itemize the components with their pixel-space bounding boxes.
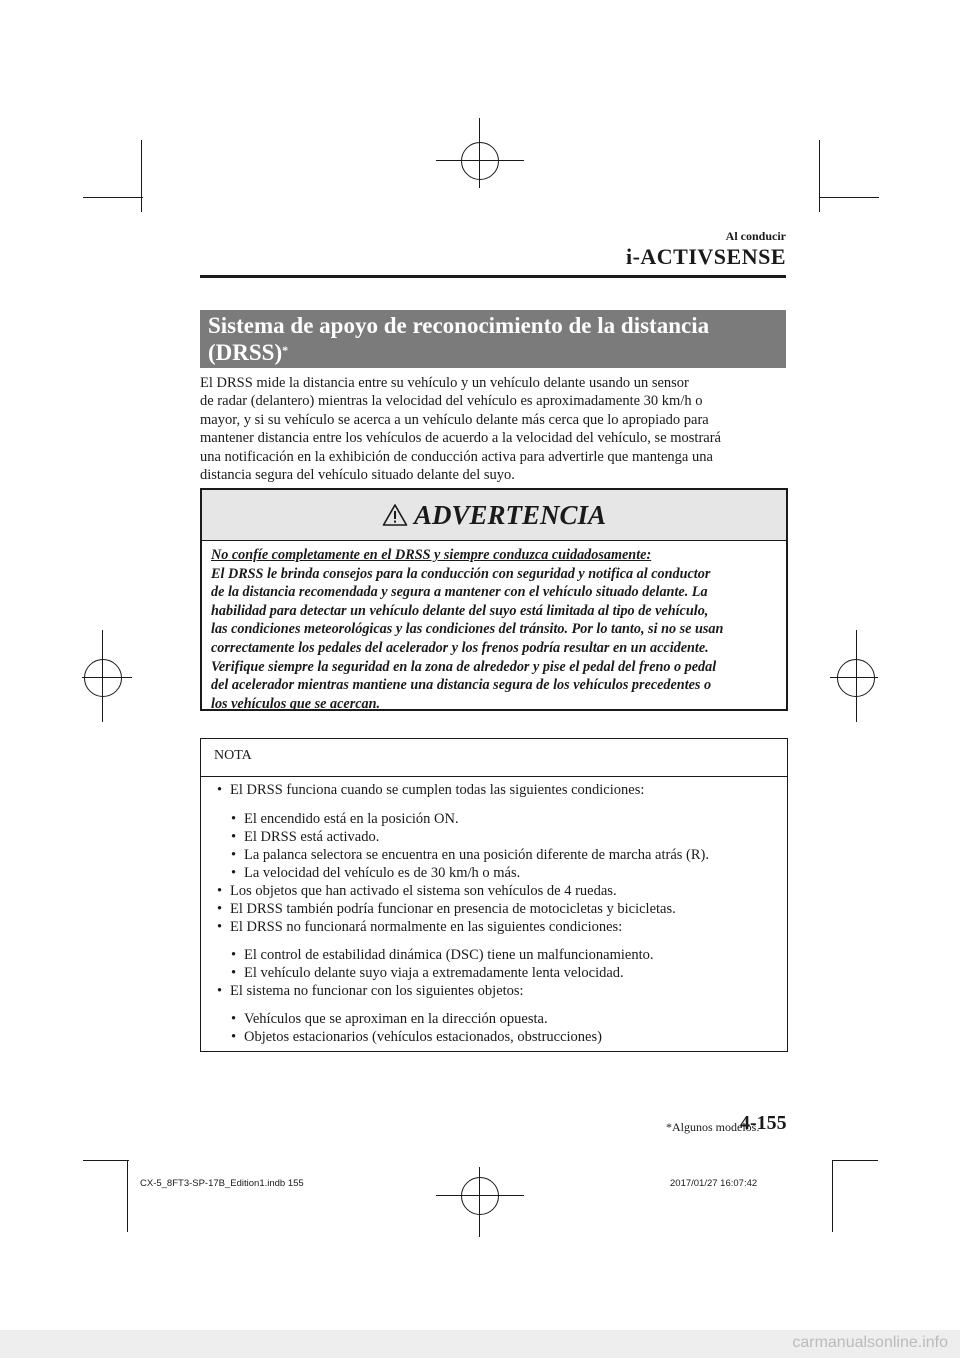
note-box xyxy=(200,738,788,1052)
note-subitem: • El DRSS está activado. xyxy=(244,828,379,846)
note-item: • Los objetos que han activado el sistema son vehículos de 4 ruedas. xyxy=(230,882,617,900)
note-subitem: • El control de estabilidad dinámica (DSC) tiene un malfuncionamiento. xyxy=(244,946,654,964)
note-subitem: • Vehículos que se aproximan en la dirección opuesta. xyxy=(244,1010,548,1028)
warning-line: del acelerador mientras mantiene una distancia segura de los vehículos precedentes o xyxy=(211,677,712,694)
watermark-bar xyxy=(0,1330,960,1358)
note-item: • El DRSS no funcionará normalmente en las siguientes condiciones: xyxy=(230,918,622,936)
section-label: Al conducir xyxy=(725,229,786,243)
note-subitem: • La velocidad del vehículo es de 30 km/h o más. xyxy=(244,864,520,882)
warning-title: ADVERTENCIA xyxy=(413,499,607,530)
intro-line: distancia segura del vehículo situado delante del suyo. xyxy=(200,467,515,484)
note-subitem: • Objetos estacionarios (vehículos estacionados, obstrucciones) xyxy=(244,1028,602,1046)
note-item: • El DRSS funciona cuando se cumplen todas las siguientes condiciones: xyxy=(230,781,644,799)
header-rule xyxy=(200,275,786,278)
warning-line: Verifique siempre la seguridad en la zona de alrededor y pise el pedal del freno o pedal xyxy=(211,658,717,675)
note-item: • El DRSS también podría funcionar en presencia de motocicletas y bicicletas. xyxy=(230,900,676,918)
optional-feature-asterisk: * xyxy=(282,343,289,357)
warning-line: los vehículos que se acercan. xyxy=(211,695,381,712)
intro-paragraph xyxy=(200,374,786,484)
intro-line: una notificación en la exhibición de conducción activa para advertirle que mantenga una xyxy=(200,448,713,465)
warning-line: correctamente los pedales del acelerador y los frenos podría resultar en un accidente. xyxy=(211,639,709,656)
warning-line: habilidad para detectar un vehículo delante del suyo está limitada al tipo de vehículo, xyxy=(211,602,709,619)
intro-line: mayor, y si su vehículo se acerca a un vehículo delante más cerca que lo apropiado para xyxy=(200,411,709,428)
intro-line: de radar (delantero) mientras la velocidad del vehículo es aproximadamente 30 km/h o xyxy=(200,393,703,410)
note-subitem: • El vehículo delante suyo viaja a extremadamente lenta velocidad. xyxy=(244,964,624,982)
note-subitem: • El encendido está en la posición ON. xyxy=(244,810,459,828)
intro-line: El DRSS mide la distancia entre su vehículo y un vehículo delante usando un sensor xyxy=(200,375,689,391)
warning-lead: No confíe completamente en el DRSS y siempre conduzca cuidadosamente: xyxy=(211,547,652,563)
print-timestamp: 2017/01/27 16:07:42 xyxy=(670,1178,758,1189)
warning-line: de la distancia recomendada y segura a mantener con el vehículo situado delante. La xyxy=(211,584,708,601)
print-file-name: CX-5_8FT3-SP-17B_Edition1.indb 155 xyxy=(140,1178,304,1189)
section-title-line-2 xyxy=(208,339,778,366)
chapter-title: i-ACTIVSENSE xyxy=(625,244,786,269)
warning-line: El DRSS le brinda consejos para la conducción con seguridad y notifica al conductor xyxy=(211,565,711,582)
warning-line: las condiciones meteorológicas y las condiciones del tránsito. Por lo tanto, si no se usan xyxy=(211,621,724,638)
warning-triangle-icon xyxy=(382,503,408,527)
intro-line: mantener distancia entre los vehículos de acuerdo a la velocidad del vehículo, se mostrará xyxy=(200,430,721,447)
footnote-some-models: *Algunos modelos. xyxy=(666,1120,760,1134)
watermark-text: carmanualsonline.info xyxy=(792,1334,948,1351)
note-title: NOTA xyxy=(201,739,787,777)
warning-header xyxy=(202,490,786,541)
section-title-acronym: (DRSS) xyxy=(208,340,283,365)
note-item: • El sistema no funcionar con los siguientes objetos: xyxy=(230,982,524,1000)
section-title xyxy=(200,310,786,368)
page-number: 4-155 xyxy=(740,1112,787,1134)
warning-text xyxy=(202,541,786,713)
section-title-line-1: Sistema de apoyo de reconocimiento de la distancia xyxy=(208,313,710,338)
note-subitem: • La palanca selectora se encuentra en una posición diferente de marcha atrás (R). xyxy=(244,846,709,864)
warning-box xyxy=(200,488,788,711)
